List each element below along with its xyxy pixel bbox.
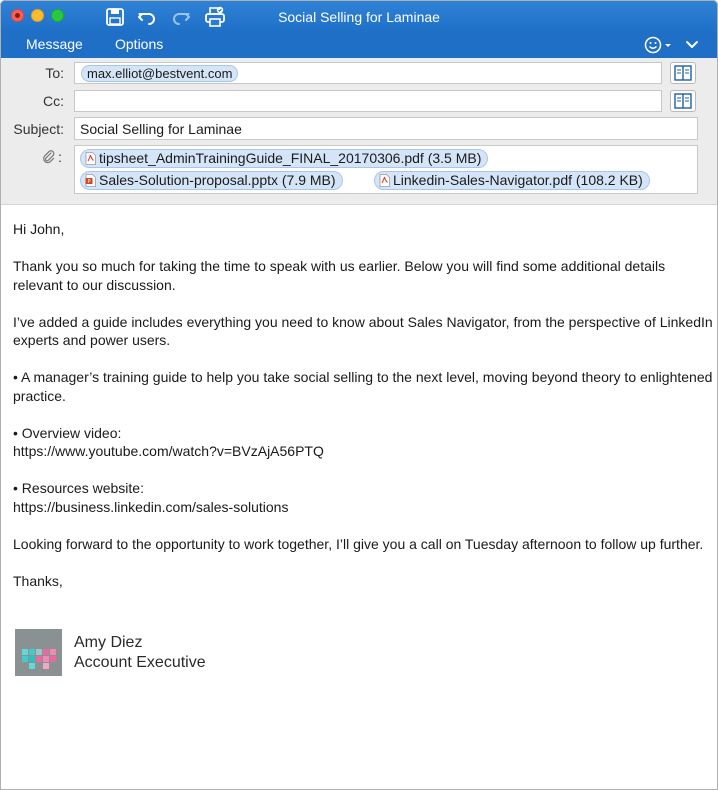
subject-input[interactable]	[74, 117, 698, 140]
attachment-name: tipsheet_AdminTrainingGuide_FINAL_20170306.pdf (3.5 MB)	[99, 150, 482, 166]
attachment-label: :	[58, 149, 62, 165]
to-field[interactable]	[74, 62, 662, 84]
video-link[interactable]: https://www.youtube.com/watch?v=BVzAjA56PTQ	[13, 443, 324, 459]
ribbon	[0, 33, 718, 58]
pdf-file-icon	[85, 152, 96, 165]
pptx-file-icon	[85, 174, 96, 187]
svg-text:P: P	[87, 179, 91, 185]
message-header	[0, 58, 718, 205]
bullet-item	[13, 479, 713, 516]
body-paragraph: I’ve added a guide includes everything you need to know about Sales Navigator, from the perspective of LinkedIn experts and power users.	[13, 313, 713, 348]
collapse-ribbon-chevron-icon[interactable]	[684, 37, 700, 53]
signature-logo	[15, 629, 62, 676]
bullet-item	[13, 424, 713, 461]
cc-label: Cc:	[43, 93, 64, 109]
feedback-smiley-icon[interactable]	[644, 36, 674, 54]
cc-field[interactable]	[74, 90, 662, 112]
title-bar	[0, 0, 718, 33]
bullet-label: • Resources website:	[13, 480, 144, 496]
attachment-name: Linkedin-Sales-Navigator.pdf (108.2 KB)	[393, 172, 643, 188]
body-paragraph: Looking forward to the opportunity to work together, I’ll give you a call on Tuesday afternoon to follow up further.	[13, 535, 704, 552]
tab-options[interactable]: Options	[115, 36, 164, 52]
attachment-chip[interactable]	[374, 171, 650, 190]
bullet-label: • Overview video:	[13, 424, 122, 441]
window-title: Social Selling for Laminae	[278, 9, 440, 25]
resources-link[interactable]: https://business.linkedin.com/sales-solutions	[13, 498, 289, 515]
recipient-chip[interactable]: max.elliot@bestvent.com	[81, 65, 238, 82]
to-address-book-icon[interactable]	[670, 62, 696, 84]
attachment-name: Sales-Solution-proposal.pptx (7.9 MB)	[99, 172, 336, 188]
message-body[interactable]	[13, 220, 713, 609]
subject-label: Subject:	[13, 121, 64, 137]
pdf-file-icon	[379, 174, 390, 187]
attachments-box	[74, 145, 698, 194]
tab-message[interactable]: Message	[26, 36, 83, 52]
signature-title: Account Executive	[74, 654, 206, 671]
signature-name: Amy Diez	[74, 634, 143, 651]
to-label: To:	[45, 65, 64, 81]
closing: Thanks,	[13, 572, 63, 589]
greeting: Hi John,	[13, 221, 65, 237]
attachment-chip[interactable]	[80, 149, 488, 168]
attachment-chip[interactable]	[80, 171, 343, 190]
body-paragraph: Thank you so much for taking the time to speak with us earlier. Below you will find some additional details relevant to our discussion.	[13, 258, 666, 293]
bullet-item: • A manager’s training guide to help you take social selling to the next level, moving beyond theory to enlightened practice.	[13, 369, 713, 404]
paperclip-icon	[42, 150, 56, 164]
cc-address-book-icon[interactable]	[670, 90, 696, 112]
